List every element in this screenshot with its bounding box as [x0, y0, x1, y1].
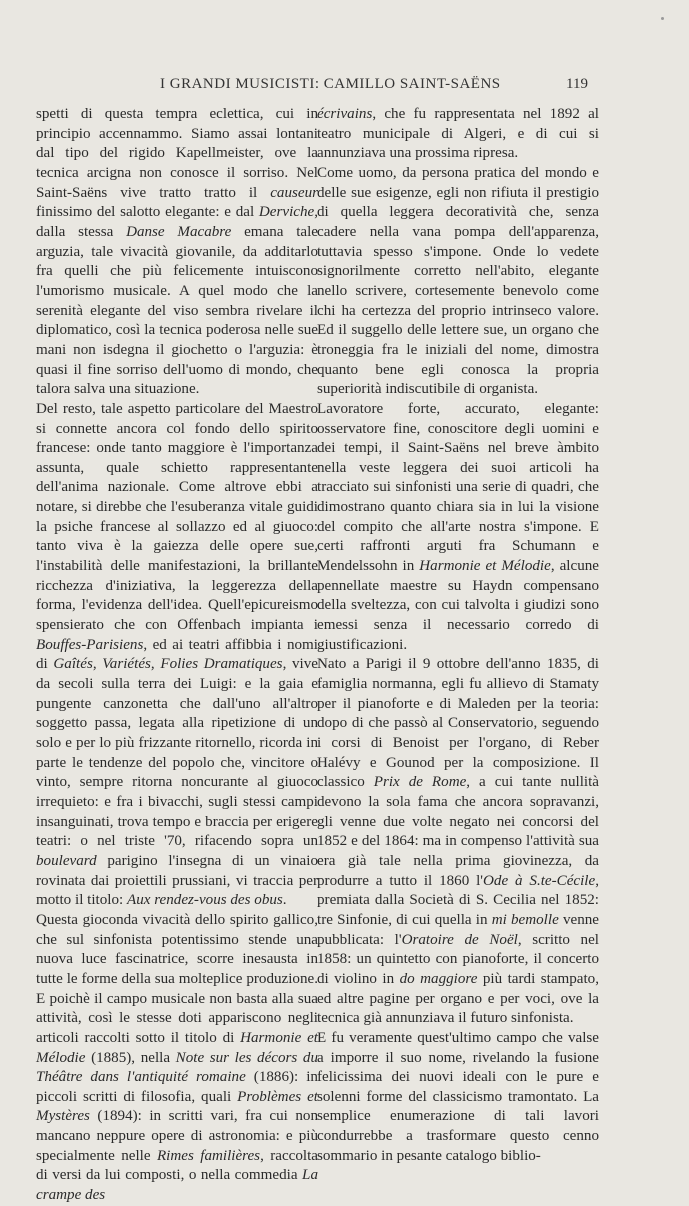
paragraph [36, 400, 318, 911]
italic-text: Variétés [102, 656, 151, 673]
left-column [36, 105, 318, 1206]
text-run: , dalla stessa [36, 204, 318, 240]
paragraph [317, 105, 599, 164]
text-run: , [92, 656, 103, 673]
italic-text: Aux rendez-vous des obus [127, 892, 283, 909]
italic-text: Folies Dramatiques [160, 656, 283, 673]
text-run: Nato a Parigi il 9 ottobre dell'anno 1835, di famiglia normanna, egli fu allievo di Stamaty per il pianoforte e di Maleden per la teoria: dopo di che passò al Conservatorio, seguendo i corsi di Benoist per l'organo, di Reber Halévy e Gounod per la composizione. Il classico [317, 656, 599, 791]
text-run: Lavoratore forte, accurato, elegante: osservatore fine, conoscitore degli uomini e dei tempi, il Saint-Saëns nel breve àmbito nella veste leggera dei suoi articoli ha tracciato sui sinfonisti una serie di quadri, che dimostrano quanto chiara sia in lui la visione del compito che all'arte nostra s'impone. E certi raffronti arguti fra Schumann e Mendelssohn in [317, 400, 599, 575]
paragraph [317, 655, 599, 1028]
text-run: più tardi stampato, ed altre pagine per organo e per voci, ove la tecnica già annunziava il futuro sinfonista. [317, 970, 599, 1027]
italic-text: do maggiore [399, 970, 478, 987]
paragraph [36, 911, 318, 1206]
paragraph [317, 400, 599, 656]
italic-text: Bouffes-Parisiens [36, 636, 144, 653]
text-run: parigino l'insegna di un vinaio rovinata dai proiettili prussiani, vi traccia per motto il titolo: [36, 852, 318, 909]
text-run: , a cui tante nullità devono la sola fama che ancora sopravanzi, gli venne due volte negato nei concorsi del 1852 e del 1864: ma in compenso l'attività sua era già tale nella prima giovinezza, da produrre a tutto il 1860 l' [317, 774, 599, 889]
text-run: , alcune pennellate maestre su Haydn compensano della sveltezza, con cui talvolta i giudizi sono emessi senza il necessario corredo di giustificazioni. [317, 558, 599, 653]
text-run: (1885), nella [85, 1049, 176, 1066]
running-header [0, 76, 689, 96]
text-run: Come uomo, da persona pratica del mondo e delle sue esigenze, egli non rifiuta il prestigio di quella leggera decoratività che, senza cadere nella vana pompa dell'apparenza, tuttavia spesso s'impone. Onde lo vedete signorilmente corretto nell'abito, elegante nello scrivere, cortesemente benevolo come chi ha certezza del proprio intrinseco valore. Ed il suggello delle lettere sue, un organo che troneggia fra le iniziali del nome, dimostra quanto bene egli conosca la propria superiorità indiscutibile di organista. [317, 164, 599, 398]
running-title: I GRANDI MUSICISTI: CAMILLO SAINT-SAËNS [160, 76, 501, 92]
text-run: emana tale arguzia, tale vivacità giovanile, da additarlo fra quelli che più felicemente intuiscono l'umorismo musicale. A quel modo che la serenità elegante del viso sembra rivelare il diplomatico, così la tecnica poderosa nelle sue mani non isdegna il giochetto o l'arguzia: è quasi il fine sorriso dell'uomo di mondo, che talora salva una situazione. [36, 223, 318, 398]
text-run: , premiata dalla Società di S. Cecilia nel 1852: tre Sinfonie, di cui quella in [317, 872, 599, 928]
italic-text: Harmonie et Mélodie [419, 558, 551, 575]
paragraph [36, 105, 318, 400]
text-run: , [150, 656, 161, 673]
text-run: Del resto, tale aspetto particolare del Maestro si connette ancora col fondo dello spirito francese: onde tanto maggiore è l'importanza assunta, quale schietto rappresentante dell'anima nazionale. Come altrove ebbi a notare, si direbbe che l'esuberanza vitale guidi la psiche francese al sollazzo ed al giuoco: tanto viva è la gaiezza delle opere sue, l'instabilità delle manifestazioni, la brillante ricchezza d'iniziativa, la leggerezza della forma, l'evidenza dell'idea. Quell'epicureismo spensierato che con Offenbach impianta i [36, 400, 318, 634]
text-run: (1886): in piccoli scritti di filosofia, quali [36, 1069, 318, 1105]
text-run: , vive da secoli sulla terra dei Luigi: e la gaia e pungente canzonetta che dall'uno all'altro soggetto passa, legata alla ripetizione di un solo e per lo più frizzante ritornello, ricorda in parte le tendenze del popolo che, vincitore o vinto, sempre ritorna noncurante al giuoco irrequieto: e fra i bivacchi, sugli stessi campi insanguinati, trova tempo e braccia per erigere teatri: o nel triste '70, rifacendo sopra un [36, 656, 318, 850]
text-run: Questa gioconda vivacità dello spirito gallico, che sul sinfonista potentissimo stende una nuova luce fascinatrice, scorre inesausta in tutte le forme della sua molteplice produzione. E poichè il campo musicale non basta alla sua attività, così le stesse doti appariscono negli articoli raccolti sotto il titolo di [36, 911, 318, 1046]
text-run: (1894): in scritti vari, fra cui non mancano neppure opere di astronomia: e più specialmente nelle [36, 1108, 318, 1164]
italic-text: Note sur les décors du Théâtre dans l'antiquité romaine [36, 1049, 318, 1086]
italic-text: Problèmes et Mystères [36, 1088, 318, 1125]
italic-text: Rimes familières [156, 1147, 261, 1164]
page-number: 119 [566, 76, 588, 92]
italic-text: boulevard [36, 852, 97, 869]
text-run: spetti di questa tempra eclettica, cui in principio accennammo. Siamo assai lontani dal tipo del rigido Kapellmeister, ove la tecnica arcigna non conosce il sorriso. Nel Saint-Saëns vive tratto tratto il [36, 106, 318, 201]
italic-text: La crampe des [36, 1167, 318, 1204]
italic-text: causeur [270, 184, 318, 201]
italic-text: Danse Macabre [126, 223, 232, 240]
italic-text: mi bemolle [491, 911, 559, 928]
italic-text: Gaîtés [53, 656, 93, 673]
paper-speck [661, 17, 664, 20]
text-run: , scritto nel 1858: un quintetto con pianoforte, il concerto di violino in [317, 931, 599, 987]
text-run: venne pubblicata: l' [317, 911, 599, 948]
text-run: E fu veramente quest'ultimo campo che valse a imporre il suo nome, rivelando la fusione felicissima dei nuovi ideali con le pure e solenni forme del classicismo tramontato. La semplice enumerazione di tali lavori condurrebbe a trasformare questo cenno sommario in pesante catalogo biblio- [317, 1029, 599, 1164]
text-run: , che fu rappresentata nel 1892 al teatro municipale di Algeri, e di cui si annunziava una prossima ripresa. [317, 106, 599, 162]
italic-text: Oratoire de Noël [401, 931, 518, 948]
text-run: , raccolta di versi da lui composti, o nella commedia [36, 1147, 319, 1184]
italic-text: Prix de Rome [373, 774, 467, 791]
text-run: , ed ai teatri affibbia i nomi di [36, 636, 318, 673]
right-column [317, 105, 599, 1166]
italic-text: Harmonie et Mélodie [36, 1029, 319, 1066]
italic-text: Ode à S.te-Cécile [483, 872, 596, 889]
italic-text: Derviche [258, 204, 315, 221]
italic-text: écrivains [317, 106, 373, 122]
paragraph [317, 164, 599, 400]
text-run: . [282, 892, 287, 909]
paragraph [317, 1029, 599, 1167]
text-run: finissimo del salotto elegante: e dal [36, 204, 259, 221]
